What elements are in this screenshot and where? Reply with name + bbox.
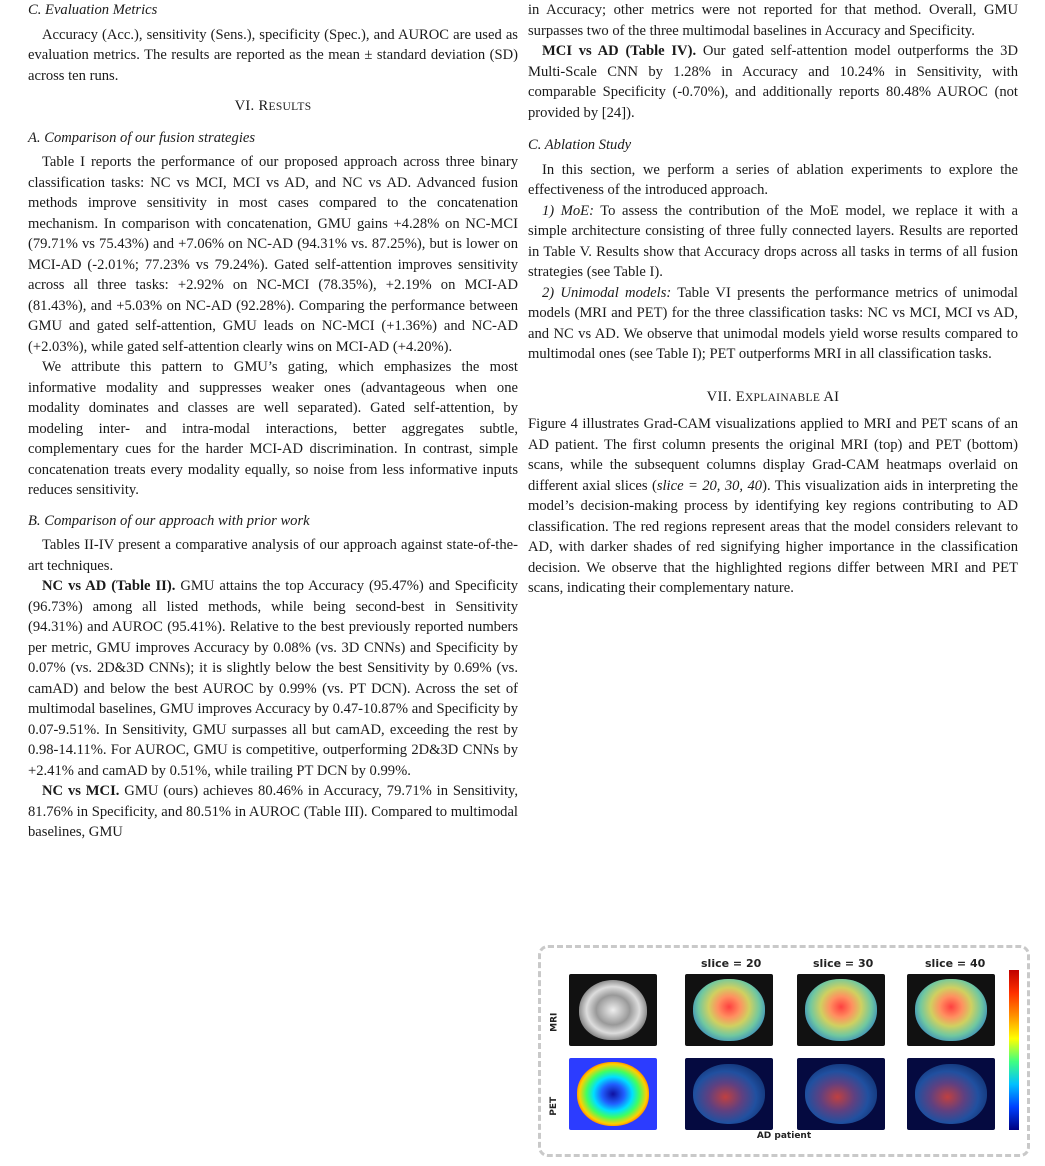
paragraph: Figure 4 illustrates Grad-CAM visualizations applied to MRI and PET scans of an AD patient. The first column presents the original MRI (top) and PET (bottom) scans, while the subsequent columns display Grad-CAM heatmaps overlaid on different axial slices (slice = 20, 30, 40). This visualization aids in interpreting the model’s decision-making process by identifying key regions contributing to AD classification. The red regions represent areas that the model considers relevant to AD, with darker shades of red signifying higher importance in the classification decision. We observe that the highlighted regions differ between MRI and PET scans, indicating their complementary nature. <box>528 416 1018 596</box>
row-label-mri: MRI <box>549 1012 560 1032</box>
paragraph: 2) Unimodal models: Table VI presents the performance metrics of unimodal models (MRI and PET) for the three classification tasks: NC vs MCI, MCI vs AD, and NC vs AD. We observe that unimodal models yield worse results compared to multimodal ones (see Table I); PET outperforms MRI in all classification tasks. <box>528 284 1018 362</box>
section-heading-results: VI. RESULTS <box>234 98 312 114</box>
pet-heatmap-slice-20 <box>685 1058 773 1130</box>
slice-label: slice = 30 <box>813 957 874 970</box>
paragraph: Table I reports the performance of our proposed approach across three binary classification tasks: NC vs MCI, MCI vs AD, and NC vs AD. Advanced fusion methods improve sensitivity in most cases compared to the concatenation mechanism. In comparison with concatenation, GMU gains +4.28% on NC-MCI (79.71% vs 75.43%) and +7.06% on NC-AD (94.31% vs. 87.25%), but is lower on MCI-AD (-2.01%; 77.23% vs 79.24%). Gated self-attention improves sensitivity across all three tasks: +2.92% on NC-MCI (78.35%), +2.19% on MCI-AD (81.43%), and +5.03% on NC-AD (92.28%). Comparing the performance between GMU and gated self-attention, GMU leads on NC-MCI (+1.36%) and NC-AD (+2.03%), while gated self-attention clearly wins on MCI-AD (+4.20%). <box>28 154 518 355</box>
paragraph: We attribute this pattern to GMU’s gating, which emphasizes the most informative modality and suppresses weaker ones (advantageous when one modality dominates and classes are well separated). Gated self-attention, by modeling inter- and intra-modal interactions, better aggregates subtle, complementary cues for the harder MCI-AD discrimination. In contrast, simple concatenation treats every modality equally, so noise from less informative inputs reduces sensitivity. <box>28 359 518 498</box>
slice-label: slice = 40 <box>925 957 986 970</box>
paragraph: In this section, we perform a series of ablation experiments to explore the effectiveness of the introduced approach. <box>528 161 1018 198</box>
subsection-c-title: C. Ablation Study <box>528 137 632 153</box>
paragraph: in Accuracy; other metrics were not reported for that method. Overall, GMU surpasses two of the three multimodal baselines in Accuracy and Specificity. <box>528 2 1018 39</box>
mri-heatmap-slice-20 <box>685 974 773 1046</box>
paragraph: Tables II-IV present a comparative analysis of our approach against state-of-the-art techniques. <box>28 537 518 574</box>
section-c-title: C. Evaluation Metrics <box>28 2 158 18</box>
subsection-a-title: A. Comparison of our fusion strategies <box>28 129 256 146</box>
right-column <box>528 0 1018 599</box>
row-label-pet: PET <box>549 1096 560 1116</box>
section-heading-xai: VII. EXPLAINABLE AI <box>706 388 840 405</box>
mri-heatmap-slice-40 <box>907 974 995 1046</box>
pet-heatmap-slice-30 <box>797 1058 885 1130</box>
slice-label: slice = 20 <box>701 957 762 970</box>
subsection-b-title: B. Comparison of our approach with prior work <box>28 512 310 529</box>
paragraph: NC vs MCI. GMU (ours) achieves 80.46% in Accuracy, 79.71% in Sensitivity, 81.76% in Specificity, and 80.51% in AUROC (Table III). Compared to multimodal baselines, GMU <box>28 783 518 840</box>
figure-caption: AD patient <box>756 1130 812 1141</box>
pet-original-image <box>569 1058 657 1130</box>
mri-original-image <box>569 974 657 1046</box>
mri-heatmap-slice-30 <box>797 974 885 1046</box>
left-column <box>28 0 518 843</box>
paragraph: MCI vs AD (Table IV). Our gated self-attention model outperforms the 3D Multi-Scale CNN by 1.28% in Accuracy and 10.24% in Sensitivity, with comparable Specificity (-0.70%), and additionally reports 80.48% AUROC (not provided by [24]). <box>528 43 1019 121</box>
paragraph: NC vs AD (Table II). GMU attains the top Accuracy (95.47%) and Specificity (96.73%) among all listed methods, while being second-best in Sensitivity (94.31%) and AUROC (95.41%). Relative to the best previously reported numbers per metric, GMU improves Accuracy by 0.08% (vs. 3D CNNs) and Specificity by 0.07% (vs. 2D&3D CNNs); it is slightly below the best Sensitivity by 0.69% (vs. camAD) and below the best AUROC by 0.99% (vs. PT DCN). Across the set of multimodal baselines, GMU improves Accuracy by 0.47-10.87% and Specificity by 0.07-9.51%. In Sensitivity, GMU surpasses all but camAD, exceeding the rest by 0.98-14.11%. For AUROC, GMU is competitive, outperforming 2D&3D CNNs by +2.41% and camAD by 0.51%, while trailing PT DCN by 0.99%. <box>28 578 518 779</box>
paragraph: 1) MoE: To assess the contribution of the MoE model, we replace it with a simple architecture consisting of three fully connected layers. Results are reported in Table V. Results show that Accuracy drops across all tasks in terms of all fusion strategies (see Table I). <box>528 202 1018 280</box>
pet-heatmap-slice-40 <box>907 1058 995 1130</box>
paragraph: Accuracy (Acc.), sensitivity (Sens.), specificity (Spec.), and AUROC are used as evaluation metrics. The results are reported as the mean ± standard deviation (SD) across ten runs. <box>28 26 518 84</box>
gradcam-figure <box>538 945 1030 1157</box>
colorbar <box>1009 970 1019 1130</box>
